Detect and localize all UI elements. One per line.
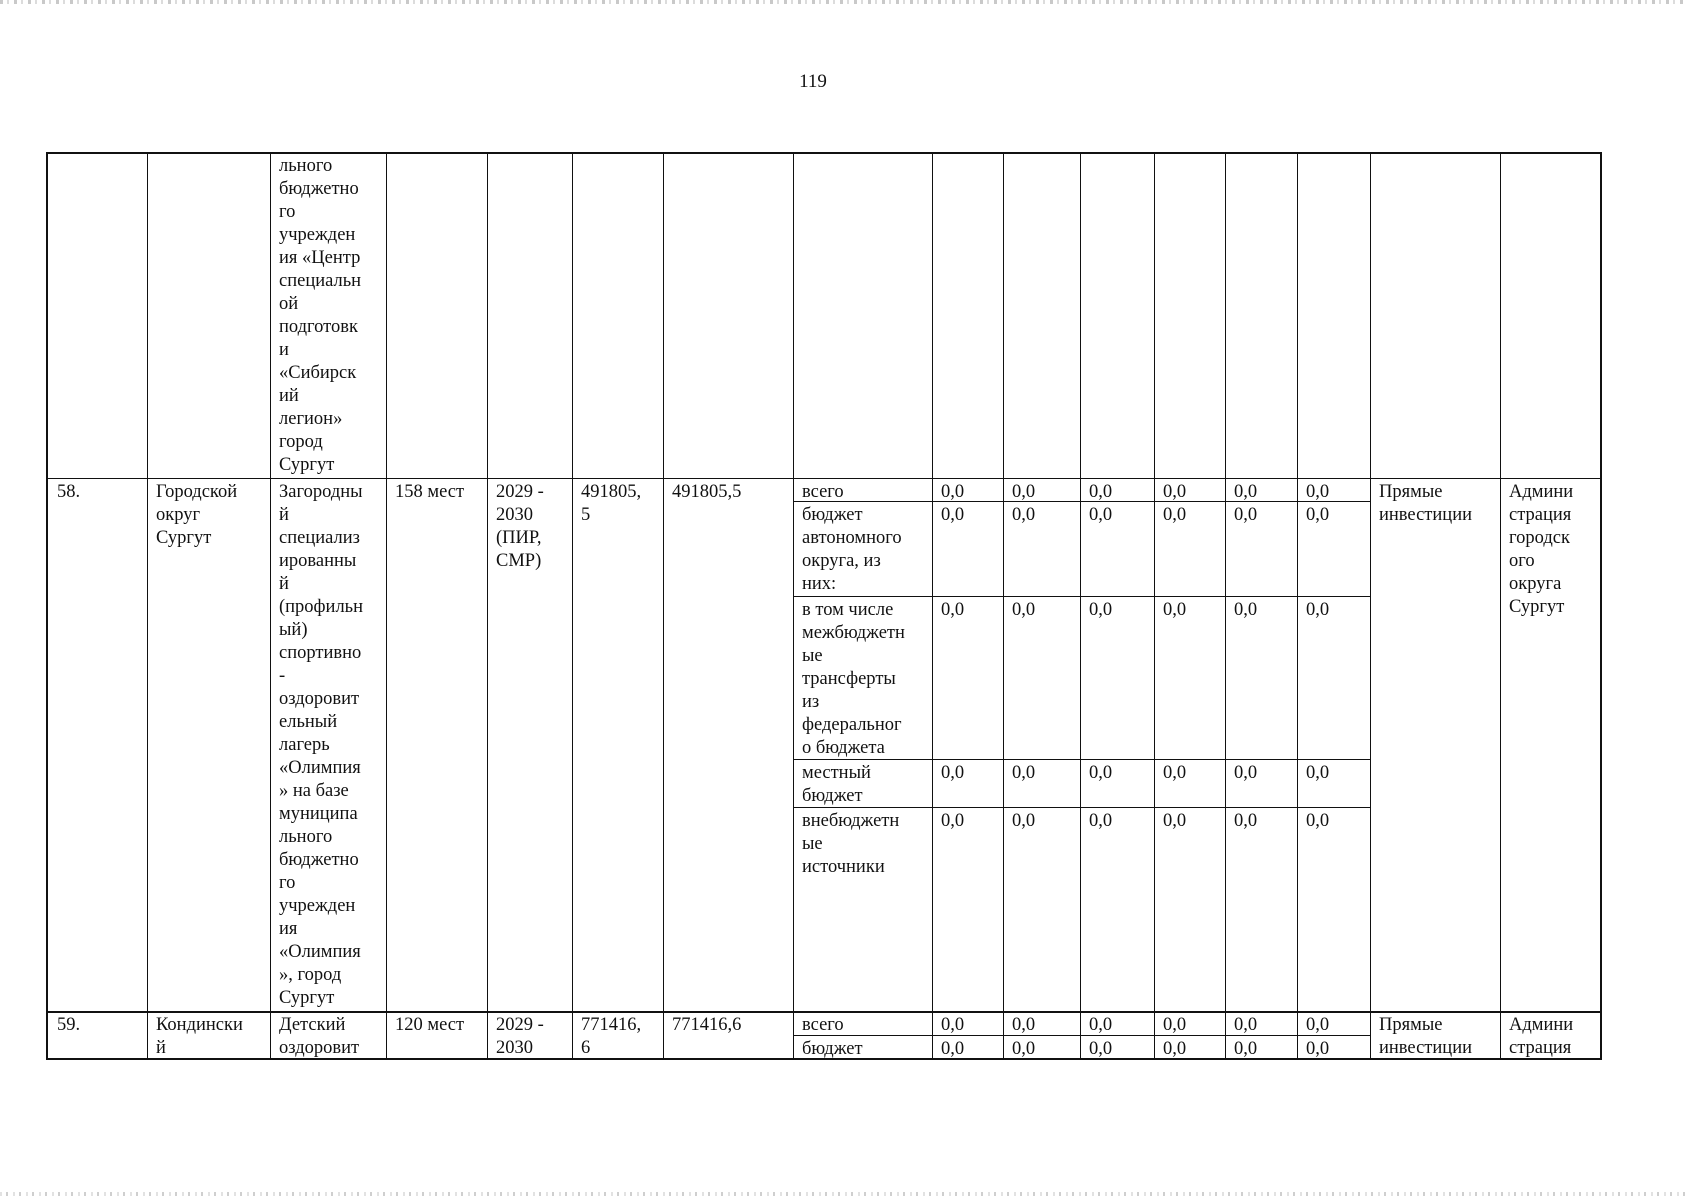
funding-value-cell: 0,0 xyxy=(1163,482,1187,501)
funding-value-cell: 0,0 xyxy=(1089,763,1113,783)
funding-value-cell: 0,0 xyxy=(1234,811,1258,831)
funding-value-cell: 0,0 xyxy=(941,763,965,783)
capacity-cell: 158 мест xyxy=(395,482,465,502)
funding-source-cell: внебюджетн ые источники xyxy=(802,811,900,877)
table-vline xyxy=(1600,152,1602,1058)
period-cell: 2029 - 2030 xyxy=(496,1015,544,1058)
funding-value-cell: 0,0 xyxy=(1163,811,1187,831)
implementation-mechanism-cell: Прямые инвестиции xyxy=(1379,1015,1472,1058)
funding-source-cell: всего xyxy=(802,482,844,501)
remaining-cost-cell: 491805,5 xyxy=(672,482,742,502)
funding-value-cell: 0,0 xyxy=(941,505,965,525)
total-cost-cell: 491805, 5 xyxy=(581,482,642,525)
funding-value-cell: 0,0 xyxy=(1012,482,1036,501)
funding-value-cell: 0,0 xyxy=(1306,1039,1330,1058)
implementation-mechanism-cell: Прямые инвестиции xyxy=(1379,482,1472,525)
municipality-cell: Городской округ Сургут xyxy=(156,482,238,548)
capacity-cell: 120 мест xyxy=(395,1015,465,1035)
responsible-body-cell: Админи страция xyxy=(1509,1015,1574,1058)
funding-value-cell: 0,0 xyxy=(1306,1015,1330,1035)
funding-value-cell: 0,0 xyxy=(1012,763,1036,783)
funding-value-cell: 0,0 xyxy=(1306,600,1330,620)
funding-source-cell: местный бюджет xyxy=(802,763,871,806)
object-name-cell: Загородны й специализ ированны й (профильн ый) спортивно - оздоровит ельный лагерь «Олимпия » на базе муниципа льного бюджетно го учрежден ия «Олимпия », город Сургут xyxy=(279,482,364,1008)
period-cell: 2029 - 2030 (ПИР, СМР) xyxy=(496,482,544,571)
funding-value-cell: 0,0 xyxy=(1012,1015,1036,1035)
funding-source-cell: бюджет xyxy=(802,1039,863,1058)
funding-value-cell: 0,0 xyxy=(1163,600,1187,620)
total-cost-cell: 771416, 6 xyxy=(581,1015,642,1058)
funding-value-cell: 0,0 xyxy=(941,1039,965,1058)
funding-value-cell: 0,0 xyxy=(1306,811,1330,831)
object-name-cell: Детский оздоровит xyxy=(279,1015,360,1058)
funding-value-cell: 0,0 xyxy=(1089,482,1113,501)
funding-value-cell: 0,0 xyxy=(1234,505,1258,525)
funding-value-cell: 0,0 xyxy=(941,482,965,501)
funding-value-cell: 0,0 xyxy=(941,600,965,620)
funding-value-cell: 0,0 xyxy=(1234,1039,1258,1058)
funding-value-cell: 0,0 xyxy=(1163,763,1187,783)
funding-value-cell: 0,0 xyxy=(941,811,965,831)
funding-value-cell: 0,0 xyxy=(1012,505,1036,525)
funding-value-cell: 0,0 xyxy=(1234,1015,1258,1035)
funding-value-cell: 0,0 xyxy=(1306,763,1330,783)
funding-value-cell: 0,0 xyxy=(1089,1039,1113,1058)
funding-source-cell: бюджет автономного округа, из них: xyxy=(802,505,902,594)
funding-value-cell: 0,0 xyxy=(1234,600,1258,620)
funding-value-cell: 0,0 xyxy=(1163,505,1187,525)
funding-value-cell: 0,0 xyxy=(1306,482,1330,501)
responsible-body-cell: Админи страция городск ого округа Сургут xyxy=(1509,482,1574,617)
funding-value-cell: 0,0 xyxy=(1089,1015,1113,1035)
funding-value-cell: 0,0 xyxy=(1012,811,1036,831)
funding-value-cell: 0,0 xyxy=(1089,811,1113,831)
funding-value-cell: 0,0 xyxy=(1012,1039,1036,1058)
continued-object-name: льного бюджетно го учрежден ия «Центр специальн ой подготовк и «Сибирск ий легион» город Сургут xyxy=(279,156,362,475)
funding-value-cell: 0,0 xyxy=(1163,1015,1187,1035)
funding-source-cell: в том числе межбюджетн ые трансферты из федеральног о бюджета xyxy=(802,600,905,758)
funding-value-cell: 0,0 xyxy=(1089,505,1113,525)
funding-source-cell: всего xyxy=(802,1015,844,1035)
row-number: 59. xyxy=(57,1015,81,1035)
row-number: 58. xyxy=(57,482,81,502)
table-bottom-border xyxy=(46,1058,1602,1060)
funding-value-cell: 0,0 xyxy=(1306,505,1330,525)
scan-edge-top xyxy=(0,0,1686,4)
page-number: 119 xyxy=(799,71,827,92)
funding-value-cell: 0,0 xyxy=(1163,1039,1187,1058)
scan-edge-bottom xyxy=(0,1192,1686,1196)
funding-value-cell: 0,0 xyxy=(1234,763,1258,783)
remaining-cost-cell: 771416,6 xyxy=(672,1015,742,1035)
funding-value-cell: 0,0 xyxy=(1089,600,1113,620)
funding-value-cell: 0,0 xyxy=(1234,482,1258,501)
funding-value-cell: 0,0 xyxy=(1012,600,1036,620)
funding-value-cell: 0,0 xyxy=(941,1015,965,1035)
municipality-cell: Кондински й xyxy=(156,1015,243,1058)
